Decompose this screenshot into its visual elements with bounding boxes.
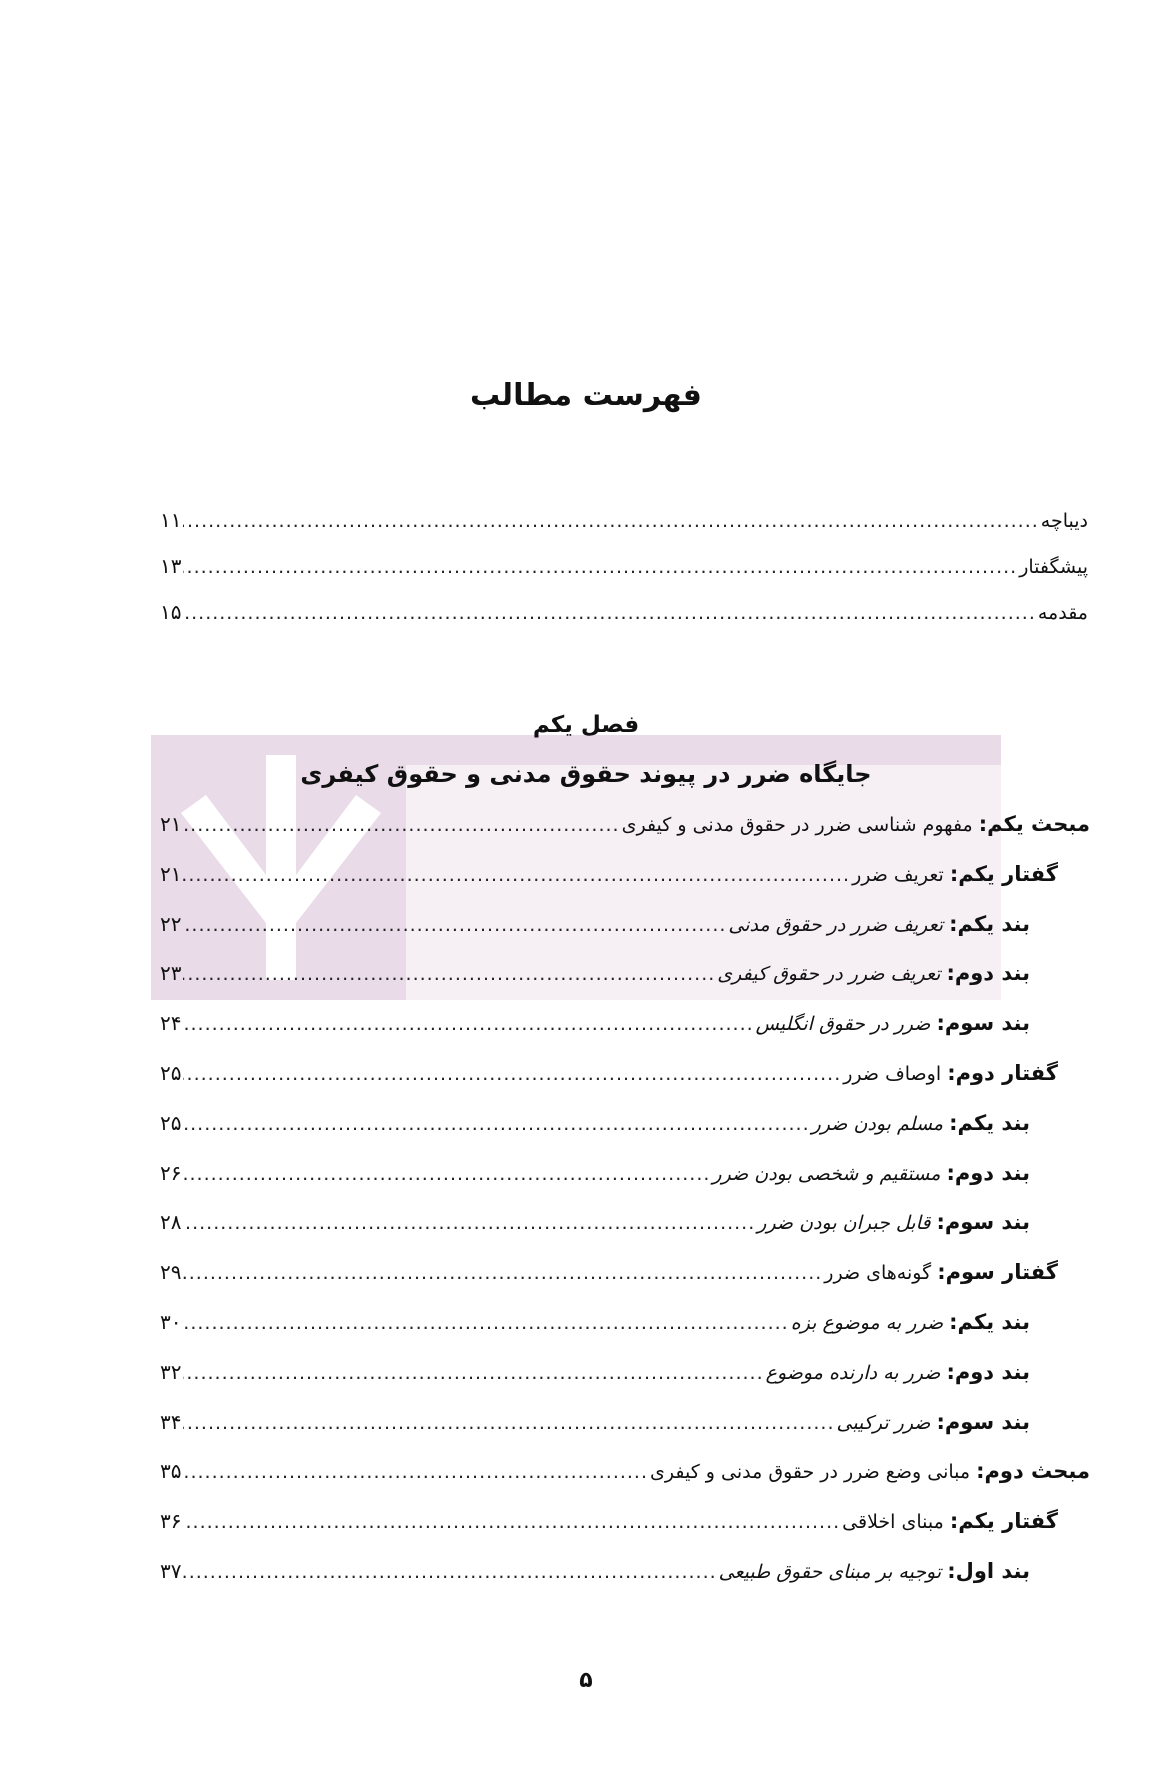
toc-entry xyxy=(160,1161,1030,1185)
toc-prefix: مبحث یکم: xyxy=(978,812,1090,836)
toc-text: مفهوم شناسی ضرر در حقوق مدنی و کیفری xyxy=(621,814,973,836)
toc-page: ۳۶ xyxy=(160,1509,182,1534)
page-number: ۵ xyxy=(579,1668,593,1693)
leader-dots xyxy=(183,1212,755,1234)
toc-page: ۳۲ xyxy=(160,1359,182,1384)
leader-dots xyxy=(183,963,715,985)
leader-dots xyxy=(183,1163,710,1185)
toc-prefix: گفتار یکم: xyxy=(949,1509,1058,1534)
toc-prefix: گفتار یکم: xyxy=(949,861,1058,886)
toc-text: تعریف ضرر xyxy=(852,863,944,886)
toc-entry xyxy=(160,1111,1030,1135)
toc-prefix: بند اول: xyxy=(947,1559,1030,1583)
toc-label: دیباچه xyxy=(1040,510,1088,532)
toc-text: ضرر در حقوق انگلیس xyxy=(755,1013,931,1036)
toc-prefix: بند سوم: xyxy=(936,1409,1030,1434)
toc-prefix: بند یکم: xyxy=(949,1110,1030,1135)
toc-prefix: بند دوم: xyxy=(946,1359,1030,1384)
toc-prefix: بند یکم: xyxy=(949,911,1030,936)
toc-text: تعریف ضرر در حقوق کیفری xyxy=(717,963,941,986)
toc-label: مقدمه xyxy=(1037,602,1088,624)
toc-label xyxy=(757,1210,1030,1234)
toc-label xyxy=(650,1459,1090,1483)
toc-page: ۳۰ xyxy=(160,1310,182,1334)
toc-text: گونه‌های ضرر xyxy=(824,1262,932,1285)
toc-page: ۲۲ xyxy=(160,911,182,936)
toc-prefix: بند دوم: xyxy=(946,961,1030,986)
toc-entry xyxy=(160,812,1090,836)
leader-dots xyxy=(183,814,619,836)
toc-entry xyxy=(160,1509,1058,1533)
toc-entry xyxy=(160,1559,1030,1583)
toc-page: ۱۱ xyxy=(160,508,182,532)
toc-label xyxy=(622,812,1090,836)
toc-page: ۳۵ xyxy=(160,1459,182,1484)
leader-dots xyxy=(183,510,1038,532)
toc-label xyxy=(843,1061,1058,1085)
leader-dots xyxy=(183,556,1017,578)
toc-entry xyxy=(160,961,1030,985)
toc-label xyxy=(756,1011,1030,1035)
toc-prefix: بند دوم: xyxy=(946,1160,1030,1185)
toc-page: ۲۳ xyxy=(160,961,182,986)
toc-label xyxy=(842,1509,1058,1533)
chapter-title: جایگاه ضرر در پیوند حقوق مدنی و حقوق کیفری xyxy=(300,760,872,788)
leader-dots xyxy=(183,1312,788,1334)
toc-label: پیشگفتار xyxy=(1019,556,1088,578)
toc-text: تعریف ضرر در حقوق مدنی xyxy=(728,913,944,936)
toc-text: ضرر به موضوع بزه xyxy=(790,1312,944,1334)
toc-label xyxy=(717,961,1030,985)
toc-page: ۱۳ xyxy=(160,554,182,578)
toc-prefix: بند سوم: xyxy=(936,1210,1030,1235)
toc-entry xyxy=(160,1310,1030,1334)
leader-dots xyxy=(183,864,850,886)
toc-text: ضرر به دارنده موضوع xyxy=(765,1361,941,1384)
leader-dots xyxy=(183,914,726,936)
toc-label xyxy=(824,1260,1058,1284)
toc-page: ۲۱ xyxy=(160,812,182,836)
toc-prefix: بند یکم: xyxy=(949,1310,1030,1334)
toc-text: مبنای اخلاقی xyxy=(842,1511,944,1534)
toc-entry xyxy=(160,912,1030,936)
toc-text: قابل جبران بودن ضرر xyxy=(757,1212,931,1235)
leader-dots xyxy=(183,1262,822,1284)
toc-page: ۲۹ xyxy=(160,1260,182,1285)
toc-entry xyxy=(160,1410,1030,1434)
toc-text: توجیه بر مبنای حقوق طبیعی xyxy=(718,1561,942,1583)
leader-dots xyxy=(183,1113,809,1135)
toc-label xyxy=(836,1410,1030,1434)
toc-label xyxy=(791,1310,1030,1334)
page-title: فهرست مطالب xyxy=(470,378,702,413)
toc-text: مبانی وضع ضرر در حقوق مدنی و کیفری xyxy=(650,1461,971,1484)
toc-prefix: مبحث دوم: xyxy=(976,1459,1090,1484)
leader-dots xyxy=(183,1511,840,1533)
leader-dots xyxy=(183,1013,753,1035)
toc-page: ۲۵ xyxy=(160,1061,182,1085)
toc-prefix: بند سوم: xyxy=(936,1011,1030,1036)
toc-text: اوصاف ضرر xyxy=(843,1063,942,1085)
toc-page: ۱۵ xyxy=(160,600,182,624)
toc-label xyxy=(719,1559,1030,1583)
toc-page: ۲۵ xyxy=(160,1110,182,1135)
toc-label xyxy=(812,1111,1030,1135)
toc-entry xyxy=(160,1210,1030,1234)
toc-page: ۲۴ xyxy=(160,1011,182,1036)
toc-page: ۳۷ xyxy=(160,1559,182,1583)
toc-page: ۲۶ xyxy=(160,1160,182,1185)
toc-prefix: گفتار دوم: xyxy=(947,1061,1058,1085)
toc-text: ضرر ترکیبی xyxy=(836,1411,931,1434)
leader-dots xyxy=(183,1362,763,1384)
toc-entry xyxy=(160,1260,1058,1284)
toc-label xyxy=(852,862,1058,886)
toc-entry xyxy=(160,1061,1058,1085)
toc-text: مسلم بودن ضرر xyxy=(811,1112,944,1135)
toc-text: مستقیم و شخصی بودن ضرر xyxy=(712,1162,941,1185)
leader-dots xyxy=(183,1461,648,1483)
toc-entry xyxy=(160,862,1058,886)
chapter-number: فصل یکم xyxy=(532,712,640,738)
toc-front-item xyxy=(160,600,1088,624)
toc-entry xyxy=(160,1360,1030,1384)
toc-label xyxy=(712,1161,1030,1185)
toc-label xyxy=(728,912,1030,936)
leader-dots xyxy=(183,602,1035,624)
toc-front-item xyxy=(160,508,1088,532)
toc-label xyxy=(766,1360,1030,1384)
toc-front-item xyxy=(160,554,1088,578)
toc-page: ۲۸ xyxy=(160,1210,182,1235)
leader-dots xyxy=(183,1561,716,1583)
leader-dots xyxy=(183,1063,841,1085)
toc-entry xyxy=(160,1011,1030,1035)
toc-page: ۲۱ xyxy=(160,861,182,886)
leader-dots xyxy=(183,1412,834,1434)
toc-page: ۳۴ xyxy=(160,1409,182,1434)
toc-prefix: گفتار سوم: xyxy=(937,1260,1058,1285)
toc-entry xyxy=(160,1459,1090,1483)
